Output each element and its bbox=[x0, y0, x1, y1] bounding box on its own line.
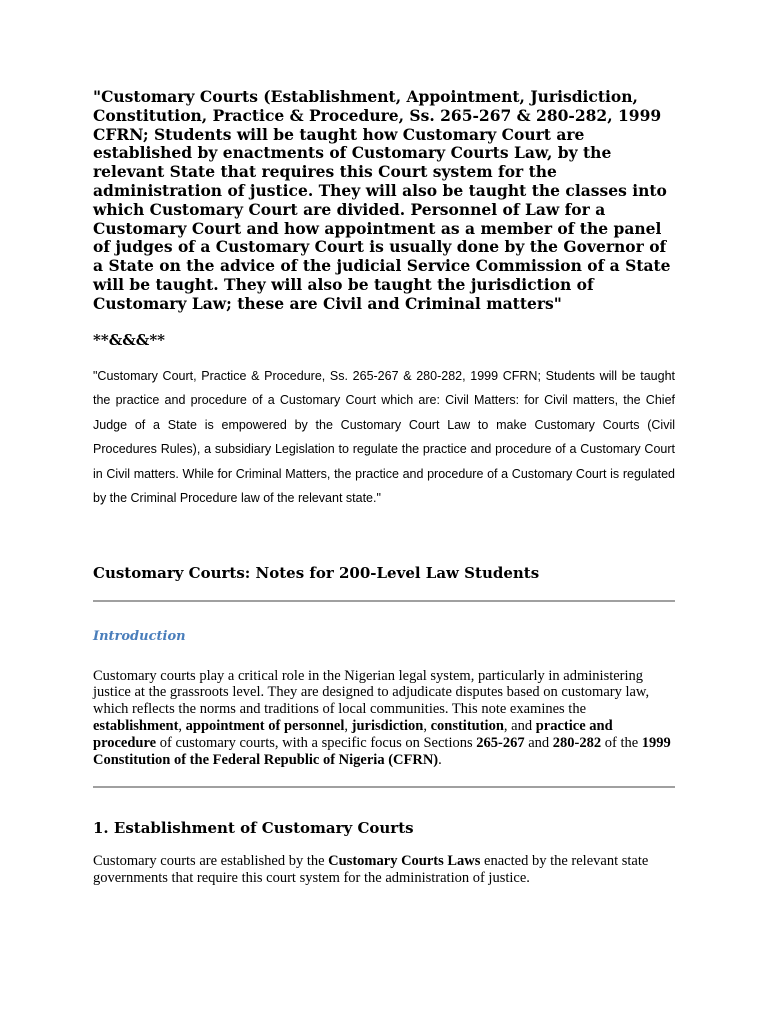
intro-paragraph bbox=[93, 668, 675, 769]
intro-text: , bbox=[423, 717, 431, 734]
horizontal-rule bbox=[93, 786, 675, 788]
separator-text: **&&&** bbox=[93, 330, 166, 349]
practice-paragraph: "Customary Court, Practice & Procedure, Ss. 265-267 & 280-282, 1999 CFRN; Students will be taught the practice and procedure of a Customary Court which are: Civil Matters: for Civil matters, the Chief Judge of a State is empowered by the Customary Court Law to make Customary Courts (Civil Procedures Rules), a subsidiary Legislation to regulate the practice and procedure of a Customary Court in Civil matters. While for Criminal Matters, the practice and procedure of a Customary Court is regulated by the Criminal Procedure law of the relevant state." bbox=[93, 368, 675, 506]
intro-bold-sections-265: 265-267 bbox=[476, 734, 525, 751]
section-heading: 1. Establishment of Customary Courts bbox=[93, 819, 414, 838]
intro-text: of the bbox=[601, 734, 642, 751]
intro-heading: Introduction bbox=[93, 628, 186, 644]
section-bold-laws: Customary Courts Laws bbox=[328, 853, 481, 870]
intro-text: , bbox=[344, 717, 352, 734]
intro-text: . bbox=[438, 751, 442, 768]
horizontal-rule bbox=[93, 600, 675, 602]
intro-bold-appointment: appointment of personnel bbox=[185, 717, 345, 734]
section-text: Customary courts are established by the bbox=[93, 853, 329, 870]
document-page bbox=[93, 88, 675, 887]
intro-text: , and bbox=[503, 717, 536, 734]
intro-text: Customary courts play a critical role in the Nigerian legal system, particularly in administering justice at the grassroots level. They are designed to adjudicate disputes based on customary law, which reflects the norms and traditions of local communities. This note examines the bbox=[93, 667, 650, 718]
intro-text: and bbox=[524, 734, 553, 751]
quote-heading: "Customary Courts (Establishment, Appointment, Jurisdiction, Constitution, Practice & Procedure, Ss. 265-267 & 280-282, 1999 CFRN; Students will be taught how Customary Court are established by enactments of Customary Courts Law, by the relevant State that requires this Court system for the administration of justice. They will also be taught the classes into which Customary Court are divided. Personnel of Law for a Customary Court and how appointment as a member of the panel of judges of a Customary Court is usually done by the Governor of a State on the advice of the judicial Service Commission of a State will be taught. They will also be taught the jurisdiction of Customary Law; these are Civil and Criminal matters" bbox=[93, 87, 671, 313]
intro-bold-practice: practice and procedure bbox=[93, 717, 613, 751]
intro-bold-cfrn: 1999 Constitution of the Federal Republic of Nigeria (CFRN) bbox=[93, 734, 671, 768]
intro-text: of customary courts, with a specific focus on Sections bbox=[156, 734, 477, 751]
intro-bold-constitution: constitution bbox=[430, 717, 504, 734]
intro-bold-jurisdiction: jurisdiction bbox=[351, 717, 424, 734]
intro-bold-sections-280: 280-282 bbox=[552, 734, 602, 751]
intro-bold-establishment: establishment bbox=[93, 717, 179, 734]
notes-title: Customary Courts: Notes for 200-Level Law Students bbox=[93, 563, 540, 582]
intro-text: , bbox=[178, 717, 186, 734]
section-text: enacted by the relevant state governments that require this court system for the administration of justice. bbox=[93, 853, 649, 887]
section-paragraph bbox=[93, 853, 675, 887]
